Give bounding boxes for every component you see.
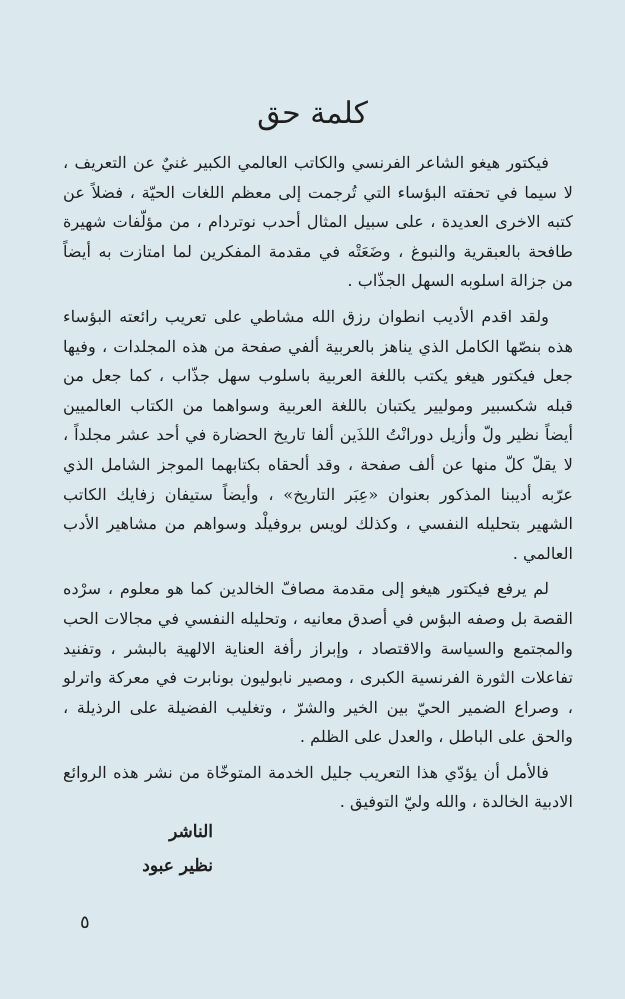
paragraph-4: فالأمل أن يؤدّي هذا التعريب جليل الخدمة المتوخّاة من نشر هذه الروائع الادبية الخالدة ، والله وليّ التوفيق .	[63, 762, 573, 812]
paragraph-3: لم يرفع فيكتور هيغو إلى مقدمة مصافّ الخالدين كما هو معلوم ، سرْده القصة بل وصفه البؤس في أصدق معانيه ، وتحليله النفسي في مجالات الحب والمجتمع والسياسة والاقتصاد ، وإبراز رأفة العناية الالهية بالبشر ، وتفنيد تفاعلات الثورة الفرنسية الكبرى ، ومصير نابوليون بونابرت في معركة واترلو ، وصراع الضمير الحيّ بين الخير والشرّ ، وتغليب الفضيلة على الرذيلة ، والحق على الباطل ، والعدل على الظلم .	[63, 579, 573, 747]
body-text	[63, 148, 573, 817]
signature-name: نظير عبود	[142, 856, 213, 876]
page-number: ٥	[80, 912, 90, 933]
signature-role: الناشر	[169, 822, 213, 842]
paragraph-1: فيكتور هيغو الشاعر الفرنسي والكاتب العالمي الكبير غنيٌ عن التعريف ، لا سيما في تحفته البؤساء التي تُرجمت إلى معظم اللغات الحيّة ، فضلاً عن كتبه الاخرى العديدة ، على سبيل المثال أحدب نوتردام ، من مؤلّفات شهيرة طافحة بالعبقرية والنبوغ ، وضَعَتْه في مقدمة المفكرين لما امتازت به أيضاً من جزالة اسلوبه السهل الجذّاب .	[63, 153, 573, 291]
page-title: كلمة حق	[257, 96, 368, 131]
paragraph-2: ولقد اقدم الأديب انطوان رزق الله مشاطي على تعريب رائعته البؤساء هذه بنصّها الكامل الذي يناهز بالعربية ألفي صفحة من هذه المجلدات ، وفيها جعل فيكتور هيغو يكتب باللغة العربية باسلوب سهل جذّاب ، كما جعل من قبله شكسبير وموليير يكتبان باللغة العربية وسواهما من الكتاب العالميين أيضاً نظير ولّ وأزيل دورانْتُ اللذَين ألفا تاريخ الحضارة في أحد عشر مجلداً ، لا يقلّ كلّ منها عن ألف صفحة ، وقد ألحقاه بكتابهما الموجز الشامل الذي عرّبه أديبنا المذكور بعنوان «عِبَر التاريخ» ، وأيضاً ستيفان زفايك الكاتب الشهير بتحليله النفسي ، وكذلك لويس بروفيلْد وسواهم من مشاهير الأدب العالمي .	[63, 306, 573, 563]
